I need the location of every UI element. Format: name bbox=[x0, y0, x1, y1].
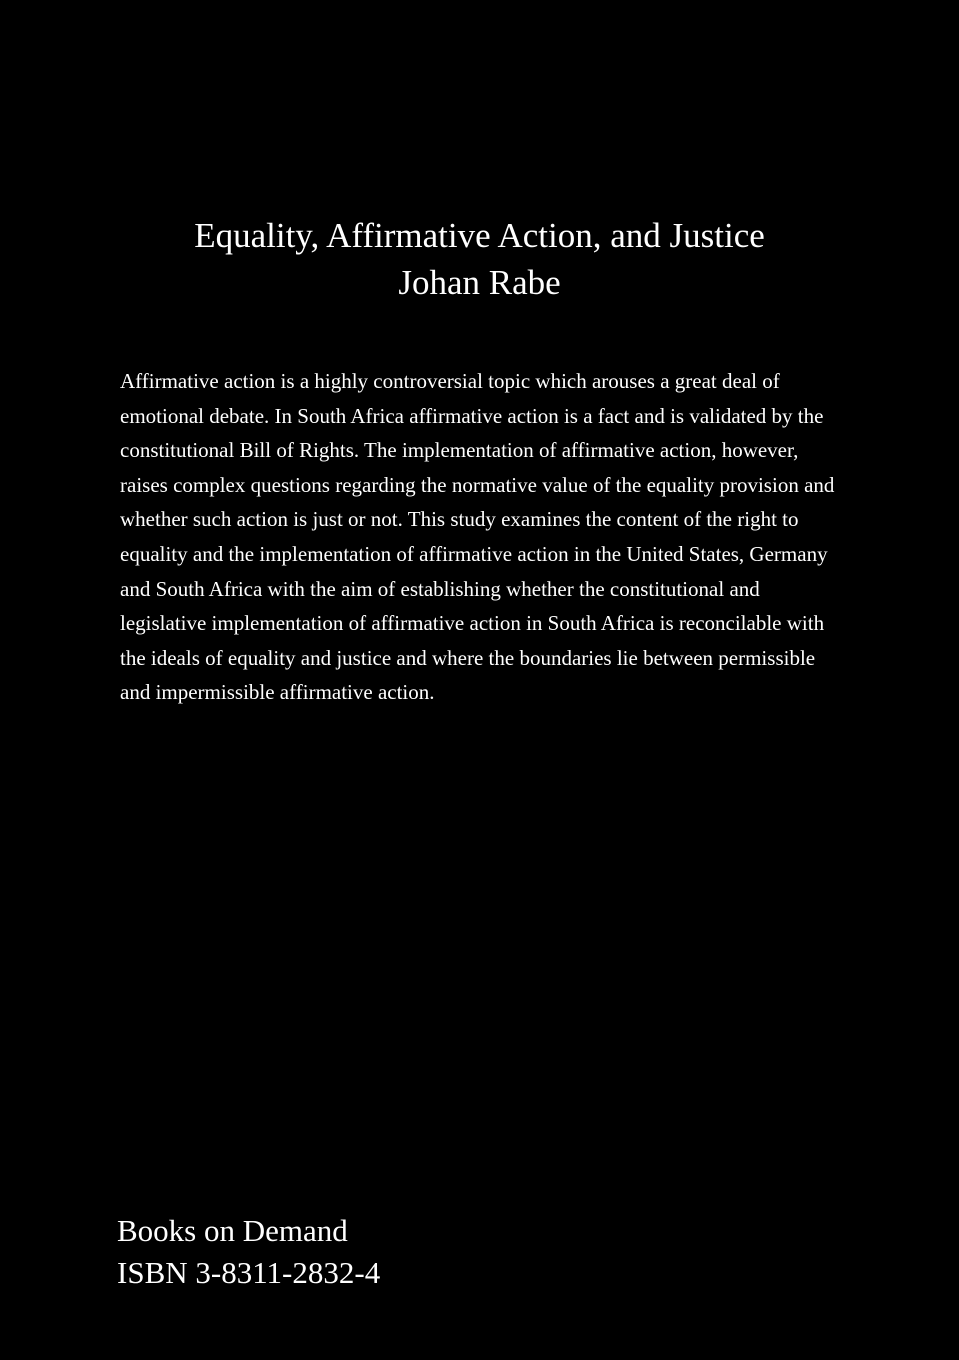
publisher-name: Books on Demand bbox=[117, 1213, 348, 1248]
publisher-block bbox=[117, 1210, 380, 1294]
title-block bbox=[0, 212, 959, 306]
book-author: Johan Rabe bbox=[398, 263, 561, 302]
book-blurb: Affirmative action is a highly controversial topic which arouses a great deal of emotional debate. In South Africa affirmative action is a fact and is validated by the constitutional Bill of Rights. The implementation of affirmative action, however, raises complex questions regarding the normative value of the equality provision and whether such action is just or not. This study examines the content of the right to equality and the implementation of affirmative action in the United States, Germany and South Africa with the aim of establishing whether the constitutional and legislative implementation of affirmative action in South Africa is reconcilable with the ideals of equality and justice and where the boundaries lie between permissible and impermissible affirmative action. bbox=[120, 369, 835, 705]
isbn-number: ISBN 3-8311-2832-4 bbox=[117, 1255, 381, 1290]
book-title: Equality, Affirmative Action, and Justice bbox=[194, 216, 765, 255]
